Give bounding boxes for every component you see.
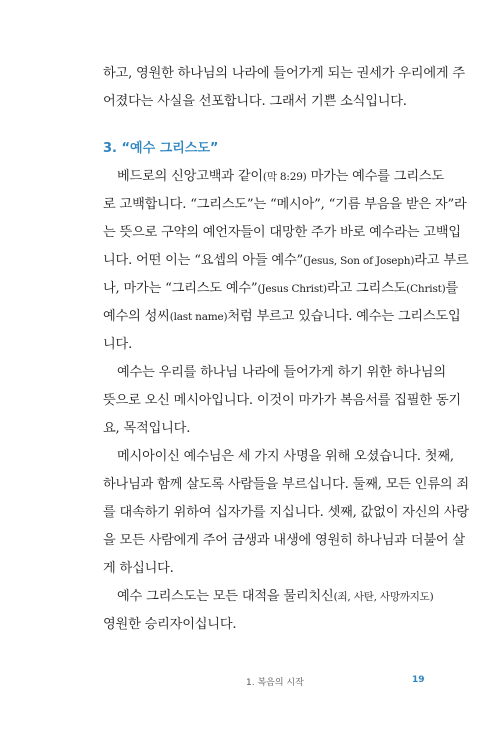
text-line: 예수 그리스도는 모든 대적을 물리치신(죄, 사탄, 사망까지도) — [117, 589, 434, 604]
paragraph-intro — [103, 60, 465, 116]
text-line: 하나님과 함께 살도록 사람들을 부르십니다. 둘째, 모든 인류의 죄 — [103, 477, 469, 492]
text-line: 베드로의 신앙고백과 같이(막 8:29) 마가는 예수를 그리스도 — [117, 169, 444, 184]
text-line: 뜻으로 오신 메시아입니다. 이것이 마가가 복음서를 집필한 동기 — [103, 393, 461, 408]
text-line: 예수의 성씨(last name)처럼 부르고 있습니다. 예수는 그리스도입 — [103, 309, 461, 324]
text-line: 나, 마가는 “그리스도 예수”(Jesus Christ)라고 그리스도(Christ)를 — [103, 281, 459, 296]
text-line: 게 하십니다. — [103, 561, 174, 576]
text-line: 를 대속하기 위하여 십자가를 지십니다. 셋째, 값없이 자신의 사랑 — [103, 505, 469, 520]
text-line: 니다. — [103, 337, 133, 352]
text-line: 예수는 우리를 하나님 나라에 들어가게 하기 위한 하나님의 — [117, 365, 446, 380]
text-line: 어졌다는 사실을 선포합니다. 그래서 기쁜 소식입니다. — [103, 94, 407, 109]
section-title: 3. “예수 그리스도” — [103, 141, 219, 156]
text-line: 니다. 어떤 이는 “요셉의 아들 예수”(Jesus, Son of Joseph)라고 부르 — [103, 253, 469, 268]
paragraph-christ — [103, 163, 469, 359]
page-body — [103, 60, 469, 639]
page-number: 19 — [412, 675, 425, 685]
paragraph-messiah — [103, 359, 461, 443]
text-line: 영원한 승리자이십니다. — [103, 617, 237, 632]
text-line: 하고, 영원한 하나님의 나라에 들어가게 되는 권세가 우리에게 주 — [103, 66, 465, 81]
chapter-title: 1. 복음의 시작 — [246, 678, 304, 688]
text-line: 는 뜻으로 구약의 예언자들이 대망한 주가 바로 예수라는 고백입 — [103, 225, 461, 240]
text-line: 요, 목적입니다. — [103, 421, 191, 436]
text-line: 메시아이신 예수님은 세 가지 사명을 위해 오셨습니다. 첫째, — [117, 449, 454, 464]
text-line: 을 모든 사람에게 주어 금생과 내생에 영원히 하나님과 더불어 살 — [103, 533, 465, 548]
paragraph-victor — [103, 583, 439, 639]
text-line: 로 고백합니다. “그리스도”는 “메시아”, “기름 부음을 받은 자”라 — [103, 197, 467, 212]
paragraph-missions — [103, 443, 469, 583]
